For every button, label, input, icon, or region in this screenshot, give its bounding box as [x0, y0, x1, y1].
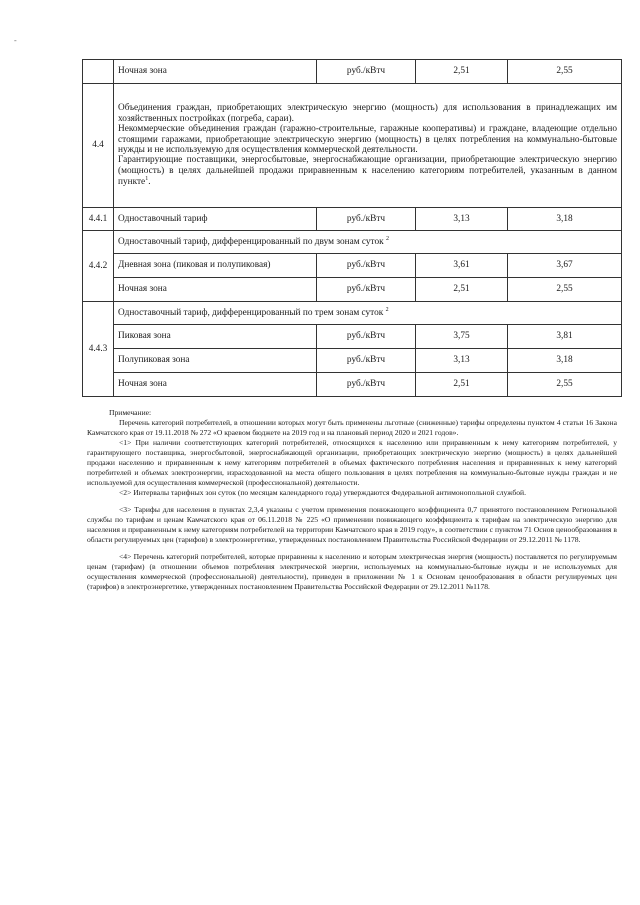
- description-paragraph: [118, 155, 617, 187]
- description-end: .: [148, 177, 151, 188]
- footnote-3: <3> Тарифы для населения в пунктах 2,3,4 указаны с учетом применения понижающего коэффициента 0,7 принятого постановлением Региональной службы по тарифам и ценам Камчатского края от 06.11.2018 № 225 «О применении понижающего коэффициента к тарифам на электрическую энергию для населения и приравненным к нему категориям потребителей на территории Камчатского края в 2019 году», в соответствии с пунктом 71 Основ ценообразования в области регулируемых цен (тарифов) в электроэнергетике, утвержденных постановлением Правительства Российской Федерации от 29.12.2011 № 1178.: [87, 505, 617, 545]
- row-number-cell: [83, 60, 114, 84]
- notes-intro: Перечень категорий потребителей, в отношении которых могут быть применены льготные (сниженные) тарифы определены пунктом 4 статьи 16 Закона Камчатского края от 19.11.2018 № 272 «О краевом бюджете на 2019 год и на плановый период 2020 и 2021 годов».: [87, 418, 617, 438]
- row-number: 4.4.2: [83, 231, 114, 302]
- row-value-first-half: 3,75: [416, 325, 508, 349]
- table-row: [83, 373, 622, 397]
- category-description: [114, 84, 622, 208]
- footnote-4: <4> Перечень категорий потребителей, которые приравнены к населению и которым электрическая энергия (мощность) поставляется по регулируемым ценам (тарифам) (в отношении объемов потребления электрической энергии, используемых на коммунально-бытовые нужды и не используемых для осуществления коммерческой (профессиональной) деятельности), приведен в приложении № 1 к Основам ценообразования в области регулируемых цен (тарифов) в электроэнергетике, утвержденных постановлением Правительства Российской Федерации от 29.12.2011 №1178.: [87, 552, 617, 592]
- row-value-second-half: 2,55: [508, 60, 622, 84]
- row-unit: руб./кВтч: [317, 373, 416, 397]
- row-label: [114, 231, 622, 254]
- footnote-marker: 1: [145, 176, 149, 183]
- row-number: 4.4: [83, 84, 114, 208]
- row-unit: руб./кВтч: [317, 254, 416, 278]
- description-paragraph: Объединения граждан, приобретающих электрическую энергию (мощность) для использования в принадлежащих им хозяйственных постройках (погреба, сараи).: [118, 103, 617, 124]
- table-row: [83, 325, 622, 349]
- row-label: Ночная зона: [114, 60, 317, 84]
- footnote-1: <1> При наличии соответствующих категорий потребителей, относящихся к населению или приравненным к нему категориям потребителей, у гарантирующего поставщика, энергосбытовой, энергоснабжающей организации, приобретающих электрическую энергию (мощность) в целях дальнейшей продажи населению и приравненным к нему категориям потребителей в объемах фактического потребления населения и приравненных к нему категорий потребителей и объемах электроэнергии, израсходованной на места общего пользования в целях потребления на коммунально-бытовые нужды граждан и не используемой для осуществления коммерческой (профессиональной) деятельности.: [87, 438, 617, 488]
- row-value-second-half: 3,67: [508, 254, 622, 278]
- tariff-table: [82, 59, 622, 397]
- row-value-second-half: 2,55: [508, 373, 622, 397]
- table-row: [83, 84, 622, 208]
- row-value-first-half: 3,13: [416, 208, 508, 231]
- table-row: [83, 254, 622, 278]
- row-value-second-half: 3,81: [508, 325, 622, 349]
- table-row: [83, 208, 622, 231]
- table-row: [83, 231, 622, 254]
- row-value-first-half: 2,51: [416, 373, 508, 397]
- spacer: [87, 498, 617, 505]
- row-label: Ночная зона: [114, 373, 317, 397]
- table-row: [83, 302, 622, 325]
- row-value-second-half: 3,18: [508, 208, 622, 231]
- row-value-second-half: 3,18: [508, 349, 622, 373]
- footnote-marker: 2: [385, 307, 389, 314]
- table-row: [83, 278, 622, 302]
- row-label: Ночная зона: [114, 278, 317, 302]
- row-value-second-half: 2,55: [508, 278, 622, 302]
- row-label: Одноставочный тариф: [114, 208, 317, 231]
- spacer: [87, 545, 617, 552]
- row-label: Дневная зона (пиковая и полупиковая): [114, 254, 317, 278]
- row-label-text: Одноставочный тариф, дифференцированный по двум зонам суток: [118, 237, 384, 248]
- row-unit: руб./кВтч: [317, 60, 416, 84]
- row-label: [114, 302, 622, 325]
- table-row: [83, 60, 622, 84]
- corner-mark: -: [14, 36, 17, 45]
- row-unit: руб./кВтч: [317, 278, 416, 302]
- row-label: Полупиковая зона: [114, 349, 317, 373]
- notes-section: [87, 408, 617, 592]
- row-unit: руб./кВтч: [317, 325, 416, 349]
- row-unit: руб./кВтч: [317, 208, 416, 231]
- description-text: Гарантирующие поставщики, энергосбытовые, энергоснабжающие организации, приобретающие электрическую энергию (мощность) в целях дальнейшей продажи приравненным к населению категориям потребителей, указанным в данном пункте: [118, 155, 617, 188]
- row-value-first-half: 3,13: [416, 349, 508, 373]
- notes-heading: Примечание:: [109, 408, 152, 417]
- footnote-2: <2> Интервалы тарифных зон суток (по месяцам календарного года) утверждаются Федеральной антимонопольной службой.: [119, 488, 526, 498]
- footnote-marker: 2: [386, 236, 389, 243]
- row-value-first-half: 2,51: [416, 278, 508, 302]
- row-number: 4.4.3: [83, 302, 114, 397]
- row-label: Пиковая зона: [114, 325, 317, 349]
- row-value-first-half: 3,61: [416, 254, 508, 278]
- row-label-text: Одноставочный тариф, дифференцированный по трем зонам суток: [118, 308, 384, 319]
- row-value-first-half: 2,51: [416, 60, 508, 84]
- description-paragraph: Некоммерческие объединения граждан (гаражно-строительные, гаражные кооперативы) и граждане, владеющие отдельно стоящими гаражами, приобретающие электрическую энергию (мощность) в целях потребления на коммунально-бытовые нужды и не используемую для осуществления коммерческой деятельности.: [118, 124, 617, 155]
- row-number: 4.4.1: [83, 208, 114, 231]
- row-unit: руб./кВтч: [317, 349, 416, 373]
- table-row: [83, 349, 622, 373]
